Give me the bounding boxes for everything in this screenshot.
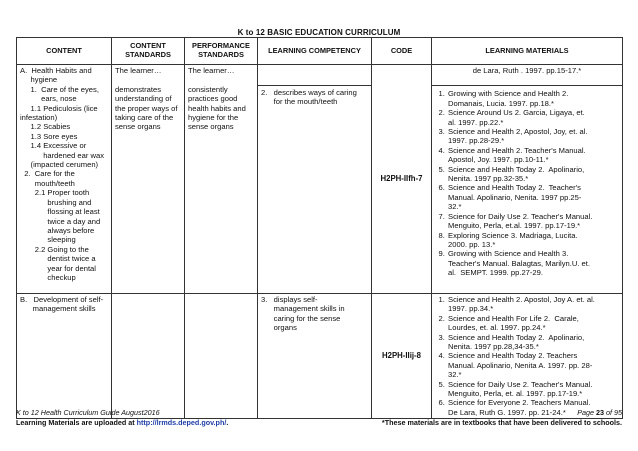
previous-material: de Lara, Ruth . 1997. pp.15-17.* (472, 66, 582, 75)
table-header-row (17, 38, 623, 65)
code-text: H2PH-IIfh-7 (380, 174, 423, 184)
table-row (17, 294, 623, 419)
code-text: H2PH-IIij-8 (382, 351, 421, 361)
materials-list (435, 295, 619, 417)
page-prefix: Page (577, 408, 597, 417)
curriculum-table (16, 37, 623, 419)
list-item: 1. Science and Health 2. Apostol, Joy A. et. al. 1997. pp.34.* (447, 295, 619, 314)
learning-materials-cell (432, 294, 623, 419)
page-number: 23 (596, 408, 605, 417)
list-item: 3. Science and Health Today 2. Apolinario, Nenita. 1997 pp.28,34-35.* (447, 333, 619, 352)
content-text: B. Development of self- management skills (20, 295, 104, 314)
code-cell (372, 65, 432, 294)
list-item: 5. Science and Health Today 2. Apolinario, Nenita. 1997 pp.32-35.* (447, 165, 619, 184)
content-cell (17, 294, 112, 419)
guide-title: K to 12 Health Curriculum Guide August2016 (16, 408, 160, 417)
list-item: 1. Growing with Science and Health 2. Domanais, Lucia. 1997. pp.18.* (447, 89, 619, 108)
list-item: 3. Science and Health 2, Apostol, Joy, et. al. 1997. pp.28-29.* (447, 127, 619, 146)
list-item: 5. Science for Daily Use 2. Teacher's Manual. Menguito, Perla, et. al. 1997. pp.17-19.* (447, 380, 619, 399)
materials-list (435, 89, 619, 277)
content-text: A. Health Habits and hygiene 1. Care of the eyes, ears, nose 1.1 Pediculosis (lice infestation) 1.2 Scabies 1.3 Sore eyes 1.4 Excessive or hardened ear wax (impacted cerumen) 2. Care for the mouth/teeth 2.1 Proper tooth brushing and flossing at least twice a day and always before sleeping 2.2 Going to the dentist twice a year for dental checkup (20, 66, 104, 282)
list-item: 2. Science and Health For Life 2. Carale, Lourdes, et. al. 1997. pp.24.* (447, 314, 619, 333)
materials-divider (432, 75, 622, 86)
competency-text: 2. describes ways of caring for the mouth/teeth (261, 88, 357, 107)
content-standards-cell (112, 294, 185, 419)
list-item: 6. Science and Health Today 2. Teacher's Manual. Apolinario, Nenita. 1997 pp.25- 32.* (447, 183, 619, 211)
list-item: 9. Growing with Science and Health 3. Teacher's Manual. Balagtas, Marilyn.U. et. al. SEMPT. 1999. pp.27-29. (447, 249, 619, 277)
competency-text: 3. displays self- management skills in caring for the sense organs (261, 295, 345, 333)
performance-standards-cell (185, 294, 258, 419)
learning-competency-cell (258, 294, 372, 419)
textbook-note: *These materials are in textbooks that have been delivered to schools. (381, 418, 622, 427)
header-performance-standards: PERFORMANCE STANDARDS (185, 38, 258, 65)
header-learning-competency: LEARNING COMPETENCY (258, 38, 372, 65)
header-learning-materials: LEARNING MATERIALS (432, 38, 623, 65)
competency-previous-gap (258, 66, 371, 86)
page-suffix: of 95 (604, 408, 622, 417)
header-content: CONTENT (17, 38, 112, 65)
lrmds-link[interactable]: http://lrmds.deped.gov.ph/ (136, 418, 227, 427)
list-item: 6. Science for Everyone 2. Teachers Manual. De Lara, Ruth G. 1997. pp. 21-24.* (447, 398, 619, 417)
content-cell (17, 65, 112, 294)
list-item: 2. Science Around Us 2. Garcia, Ligaya, et. al. 1997. pp.22.* (447, 108, 619, 127)
uploaded-prefix: Learning Materials are uploaded at (16, 418, 137, 427)
page-indicator (577, 408, 622, 417)
learning-competency-cell (258, 65, 372, 294)
header-content-standards: CONTENT STANDARDS (112, 38, 185, 65)
uploaded-suffix: . (226, 418, 229, 427)
content-standards-cell (112, 65, 185, 294)
document-title: K to 12 BASIC EDUCATION CURRICULUM (237, 28, 401, 37)
list-item: 8. Exploring Science 3. Madriaga, Lucita. 2000. pp. 13.* (447, 231, 619, 250)
code-cell (372, 294, 432, 419)
list-item: 4. Science and Health 2. Teacher's Manual. Apostol, Joy. 1997. pp.10-11.* (447, 146, 619, 165)
learning-materials-cell (432, 65, 623, 294)
footer-note-line (16, 418, 622, 427)
header-code: CODE (372, 38, 432, 65)
list-item: 7. Science for Daily Use 2. Teacher's Manual. Menguito, Perla, et.al. 1997. pp.17-19.* (447, 212, 619, 231)
performance-standards-text: The learner… consistently practices good health habits and hygiene for the sense organs (188, 66, 246, 132)
list-item: 4. Science and Health Today 2. Teachers Manual. Apolinario, Nenita A. 1997. pp. 28- 32.* (447, 351, 619, 379)
footer-guide-line (16, 408, 622, 417)
content-standards-text: The learner… demonstrates understanding of the proper ways of taking care of the sense organs (115, 66, 178, 132)
table-row (17, 65, 623, 294)
performance-standards-cell (185, 65, 258, 294)
